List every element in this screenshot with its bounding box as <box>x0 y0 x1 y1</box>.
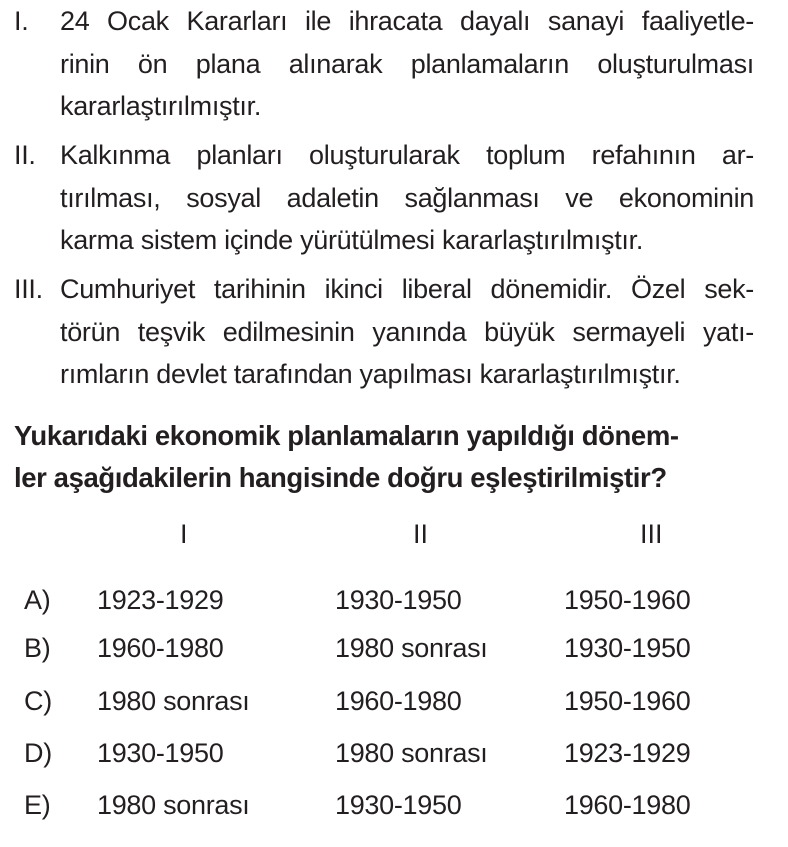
option-letter: C) <box>24 686 52 716</box>
statement-number: II. <box>14 140 36 170</box>
statement-line: kararlaştırılmıştır. <box>60 91 262 121</box>
column-header-ii: II <box>413 519 429 549</box>
option-value-ii: 1960-1980 <box>335 686 462 716</box>
option-value-ii: 1980 sonrası <box>335 633 488 663</box>
option-value-ii: 1930-1950 <box>335 585 462 615</box>
statement-2 <box>14 134 754 262</box>
question-line: Yukarıdaki ekonomik planlamaların yapıldığı dönem- <box>14 420 679 451</box>
statement-line: Cumhuriyet tarihinin ikinci liberal dönemidir. Özel sek- <box>60 274 754 304</box>
statement-line: Kalkınma planları oluşturularak toplum refahının ar- <box>60 140 754 170</box>
statement-line: 24 Ocak Kararları ile ihracata dayalı sanayi faaliyetle- <box>60 6 754 36</box>
statement-line: rımların devlet tarafından yapılması kararlaştırılmıştır. <box>60 359 681 389</box>
option-value-i: 1980 sonrası <box>97 790 250 820</box>
statement-line: karma sistem içinde yürütülmesi kararlaştırılmıştır. <box>60 225 644 255</box>
option-value-i: 1923-1929 <box>97 585 224 615</box>
option-value-iii: 1950-1960 <box>564 585 691 615</box>
option-letter: D) <box>24 738 52 768</box>
option-value-iii: 1923-1929 <box>564 738 691 768</box>
answer-option-d[interactable] <box>0 733 788 773</box>
option-value-i: 1960-1980 <box>97 633 224 663</box>
option-letter: A) <box>24 585 51 615</box>
question-text <box>14 415 754 499</box>
option-value-iii: 1930-1950 <box>564 633 691 663</box>
column-header-iii: III <box>640 519 663 549</box>
statement-line: tırılması, sosyal adaletin sağlanması ve ekonominin <box>60 182 754 213</box>
answer-option-c[interactable] <box>0 681 788 721</box>
option-value-iii: 1950-1960 <box>564 686 691 716</box>
option-letter: E) <box>24 790 51 820</box>
column-header-i: I <box>180 519 188 549</box>
option-letter: B) <box>24 633 51 663</box>
option-value-iii: 1960-1980 <box>564 790 691 820</box>
option-value-i: 1980 sonrası <box>97 686 250 716</box>
answer-option-a[interactable] <box>0 580 788 620</box>
answer-option-b[interactable] <box>0 628 788 668</box>
option-value-ii: 1980 sonrası <box>335 738 488 768</box>
answer-option-e[interactable] <box>0 785 788 825</box>
statement-number: I. <box>14 6 29 36</box>
statement-1 <box>14 0 754 128</box>
statement-number: III. <box>14 274 43 304</box>
option-value-ii: 1930-1950 <box>335 790 462 820</box>
statement-line: rinin ön plana alınarak planlamaların oluşturulması <box>60 48 754 79</box>
statement-3 <box>14 268 754 396</box>
question-line: ler aşağıdakilerin hangisinde doğru eşleştirilmiştir? <box>14 462 667 493</box>
option-value-i: 1930-1950 <box>97 738 224 768</box>
statement-line: törün teşvik edilmesinin yanında büyük sermayeli yatı- <box>60 316 754 347</box>
